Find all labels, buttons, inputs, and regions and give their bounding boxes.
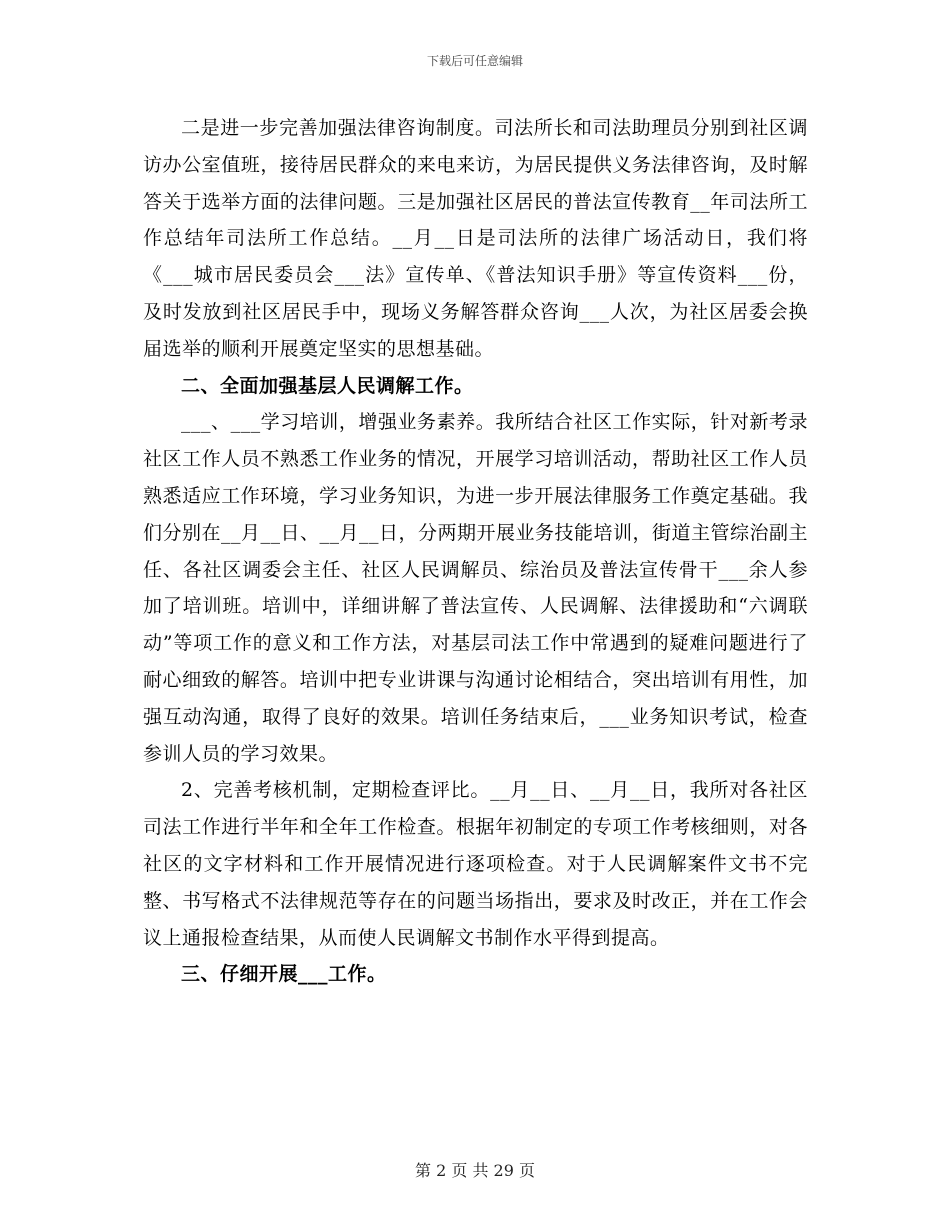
section-heading-three: 三、仔细开展___工作。	[181, 963, 387, 986]
page-header: 下载后可任意编辑	[426, 54, 523, 68]
paragraph-assessment: 2、完善考核机制，定期检查评比。__月__日、__月__日，我所对各社区司法工作进行半年和全年工作检查。根据年初制定的专项工作考核细则，对各社区的文字材料和工作开展情况进行逐项检查。对于人民调解案件文书不完整、书写格式不法律规范等存在的问题当场指出，要求及时改正，并在工作会议上通报检查结果，从而使人民调解文书制作水平得到提高。	[143, 779, 808, 949]
document-body	[143, 110, 808, 993]
paragraph-training: ___、___学习培训，增强业务素养。我所结合社区工作实际，针对新考录社区工作人员不熟悉工作业务的情况，开展学习培训活动，帮助社区工作人员熟悉适应工作环境，学习业务知识，为进一步开展法律服务工作奠定基础。我们分别在__月__日、__月__日，分两期开展业务技能培训，街道主管综治副主任、各社区调委会主任、社区人民调解员、综治员及普法宣传骨干___余人参加了培训班。培训中，详细讲解了普法宣传、人民调解、法律援助和“六调联动”等项工作的意义和工作方法，对基层司法工作中常遇到的疑难问题进行了耐心细致的解答。培训中把专业讲课与沟通讨论相结合，突出培训有用性，加强互动沟通，取得了良好的效果。培训任务结束后，___业务知识考试，检查参训人员的学习效果。	[143, 411, 809, 765]
section-heading-mediation: 二、全面加强基层人民调解工作。	[181, 374, 474, 397]
page-number-footer: 第 2 页 共 29 页	[415, 1161, 535, 1180]
paragraph-legal-consultation: 二是进一步完善加强法律咨询制度。司法所长和司法助理员分别到社区调访办公室值班，接待居民群众的来电来访，为居民提供义务法律咨询，及时解答关于选举方面的法律问题。三是加强社区居民的普法宣传教育__年司法所工作总结年司法所工作总结。__月__日是司法所的法律广场活动日，我们将《___城市居民委员会___法》宣传单、《普法知识手册》等宣传资料___份，及时发放到社区居民手中，现场义务解答群众咨询___人次，为社区居委会换届选举的顺利开展奠定坚实的思想基础。	[143, 117, 808, 360]
